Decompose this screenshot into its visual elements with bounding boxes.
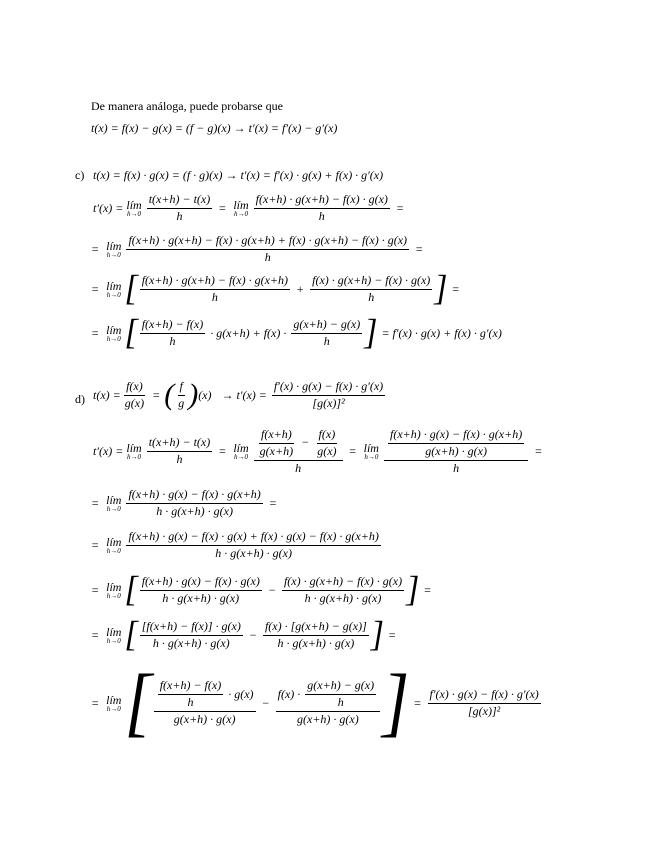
section-d-statement: t(x) = $\frac{f(x)}{g(x)}$ = ( $\frac{f}{g}$ ) (x) → t′(x) = $\frac{f'(x) \cdot g(x) - f(x) \cdot g'(x)}{\text{[g(x)]²}}$: [93, 378, 384, 412]
intro-formula: [91, 121, 337, 136]
fraction: $\frac{f(x) \cdot g(x+h) - f(x) \cdot g(x)}{h \cdot g(x+h) \cdot g(x)}$: [283, 573, 403, 605]
limit-operator: lím h→0: [126, 197, 142, 218]
fraction: $\frac{f'(x) \cdot g(x) - f(x) \cdot g'(x)}{\text{[g(x)]²}}$: [429, 686, 539, 718]
compound-fraction: $\frac{f(x+h)}{g(x+h)}$ − $\frac{f(x)}{g(x)}$ h: [254, 428, 343, 475]
left-bracket: [: [124, 570, 138, 609]
section-d-label: d): [75, 392, 85, 406]
fraction: $\frac{f(x+h) \cdot g(x) - f(x) \cdot g(x)}{h \cdot g(x+h) \cdot g(x)}$: [141, 573, 260, 605]
compound-fraction: $\frac{\frac{f(x+h) \cdot g(x) - f(x) \cdot g(x+h)}{g(x+h) \cdot g(x)}}{h}$: [384, 428, 528, 475]
limit-operator: lím h→0: [106, 579, 122, 600]
fraction: $\frac{f(x+h) - f(x)}{h}$: [141, 316, 204, 348]
limit-operator: lím h→0: [106, 534, 122, 555]
fraction: $\frac{f(x)}{g(x)}$: [317, 427, 337, 458]
limit-operator: lím h→0: [233, 441, 249, 462]
left-bracket: [: [124, 269, 138, 308]
fraction: $\frac{f(x+h) \cdot g(x) - f(x) \cdot g(x+h)}{h \cdot g(x+h) \cdot g(x)}$: [128, 487, 261, 518]
left-bracket: [: [124, 615, 138, 654]
d-line-4: = lím h→0 [ $\frac{f(x+h) \cdot g(x) - f(x) \cdot g(x)}{h \cdot g(x+h) \cdot g(x)}$ − $\frac{f(x) \cdot g(x+h) - f(x) \cdot g(x)}{h \cdot g(x+h) \cdot g(x)}$ ] =: [91, 570, 432, 609]
fraction: $\frac{f'(x) \cdot g(x) - f(x) \cdot g'(x)}{\text{[g(x)]²}}$: [273, 379, 384, 410]
compound-fraction: f(x) · $\frac{g(x+h) - g(x)}{h}$ g(x+h) · g(x): [276, 679, 381, 726]
limit-operator: lím h→0: [106, 624, 122, 645]
fraction: $\frac{g(x+h) - g(x)}{h}$: [307, 678, 375, 710]
fraction: $\frac{f(x+h) \cdot g(x) - f(x) \cdot g(x) + f(x) \cdot g(x) - f(x) \cdot g(x+h)}{h \cdot g(x+h) \cdot g(x)}$: [128, 529, 379, 560]
d-line-3: = lím h→0 $\frac{f(x+h) \cdot g(x) - f(x) \cdot g(x) + f(x) \cdot g(x) - f(x) \cdot g(x+h)}{h \cdot g(x+h) \cdot g(x)}$: [91, 529, 379, 560]
left-bracket: [: [124, 313, 138, 352]
fraction: $\frac{f(x+h) \cdot g(x+h) - f(x) \cdot g(x+h)}{h}$: [141, 272, 289, 304]
limit-operator: lím h→0: [106, 322, 122, 343]
d-line-2: = lím h→0 $\frac{f(x+h) \cdot g(x) - f(x) \cdot g(x+h)}{h \cdot g(x+h) \cdot g(x)}$ =: [91, 487, 277, 518]
limit-operator: lím h→0: [106, 238, 122, 259]
c-line-2: = lím h→0 f(x+h) · g(x+h) − f(x) · g(x+h) + f(x) · g(x+h) − f(x) · g(x) h =: [91, 233, 424, 264]
fraction: $\frac{g(x+h) - g(x)}{h}$: [293, 316, 361, 348]
c-line-4: = lím h→0 [ $\frac{f(x+h) - f(x)}{h}$ · g(x+h) + f(x) · $\frac{g(x+h) - g(x)}{h}$ ] = f′(x) · g(x) + f(x) · g′(x): [91, 313, 502, 352]
fraction: $\frac{f(x) \cdot [g(x+h) - g(x)]}{h \cdot g(x+h) \cdot g(x)}$: [264, 618, 367, 650]
right-bracket: ]: [364, 313, 378, 352]
fraction: $\frac{[f(x+h) - f(x)] \cdot g(x)}{h \cdot g(x+h) \cdot g(x)}$: [141, 618, 241, 650]
limit-operator: lím h→0: [106, 692, 122, 713]
fraction: $\frac{t(x+h) - t(x)}{h}$: [148, 192, 211, 223]
difference-rule-formula: t(x) = f(x) − g(x) = (f − g)(x) → t′(x) = f′(x) − g′(x): [91, 121, 338, 135]
compound-fraction: $\frac{f(x+h) - f(x)}{h}$ · g(x) g(x+h) · g(x): [154, 679, 256, 726]
section-c-statement: [93, 168, 383, 183]
intro-sentence: De manera análoga, puede probarse que: [91, 99, 283, 113]
left-bracket: [: [124, 660, 152, 745]
fraction: $\frac{f(x)}{g(x)}$: [124, 379, 145, 410]
right-bracket: ]: [382, 660, 410, 745]
c-line-3: = lím h→0 [ $\frac{f(x+h) \cdot g(x+h) - f(x) \cdot g(x+h)}{h}$ + $\frac{f(x) \cdot g(x+h) - f(x) \cdot g(x)}{h}$ ] =: [91, 269, 460, 308]
limit-operator: lím h→0: [363, 441, 379, 462]
d-line-5: = lím h→0 [ $\frac{[f(x+h) - f(x)] \cdot g(x)}{h \cdot g(x+h) \cdot g(x)}$ − $\frac{f(x) \cdot [g(x+h) - g(x)]}{h \cdot g(x+h) \cdot g(x)}$ ] =: [91, 615, 397, 654]
fraction: $\frac{f(x+h) \cdot g(x) - f(x) \cdot g(x+h)}{g(x+h) \cdot g(x)}$: [389, 427, 523, 458]
fraction: $\frac{f}{g}$: [178, 379, 185, 410]
right-bracket: ]: [370, 615, 385, 654]
intro-text: [91, 99, 283, 114]
fraction: $\frac{f(x+h)}{g(x+h)}$: [259, 427, 294, 458]
c-line-1: t′(x) = lím h→0 $\frac{t(x+h) - t(x)}{h}$ = lím h→0 $\frac{f(x+h) \cdot g(x+h) - f(x) \cdot g(x)}{h}$ =: [93, 192, 405, 223]
fraction: $\frac{f(x+h) - f(x)}{h}$: [159, 678, 222, 710]
fraction: $\frac{f(x) \cdot g(x+h) - f(x) \cdot g(x)}{h}$: [312, 272, 431, 304]
limit-operator: lím h→0: [233, 197, 249, 218]
c-lhs: t′(x) =: [93, 200, 124, 215]
right-bracket: ]: [406, 570, 420, 609]
limit-operator: lím h→0: [106, 492, 122, 513]
product-rule-statement: t(x) = f(x) · g(x) = (f · g)(x) → t′(x) = f′(x) · g(x) + f(x) · g′(x): [93, 168, 384, 182]
limit-operator: lím h→0: [126, 441, 142, 462]
right-bracket: ]: [434, 269, 448, 308]
section-c-label: c): [75, 168, 85, 182]
limit-operator: lím h→0: [106, 278, 122, 299]
d-line-1: t′(x) = lím h→0 $\frac{t(x+h) - t(x)}{h}$ = lím h→0 $\frac{f(x+h)}{g(x+h)}$ − $\frac{f(x)}{g(x)}$ h = lím h→0 $\frac{\frac{f(x+h) \cdot g(x) - f(x) \cdot g(x+h)}{g(x+h) \cdot g(x)}}{h}$ =: [93, 427, 543, 475]
fraction: $\frac{t(x+h) - t(x)}{h}$: [148, 435, 211, 467]
d-line-6: = lím h→0 [ $\frac{f(x+h) - f(x)}{h}$ · g(x) g(x+h) · g(x) − f(x) · $\frac{g(x+h) - g(x)}{h}$ g(x+h) · g(x) ] = $\frac{f'(x) \cdot g(x) - f(x) \cdot g'(x)}{\text{[g(x)]²}}$: [91, 660, 539, 745]
fraction: $\frac{f(x+h) \cdot g(x+h) - f(x) \cdot g(x)}{h}$: [255, 192, 388, 223]
fraction: f(x+h) · g(x+h) − f(x) · g(x+h) + f(x) · g(x+h) − f(x) · g(x) h: [128, 233, 408, 264]
